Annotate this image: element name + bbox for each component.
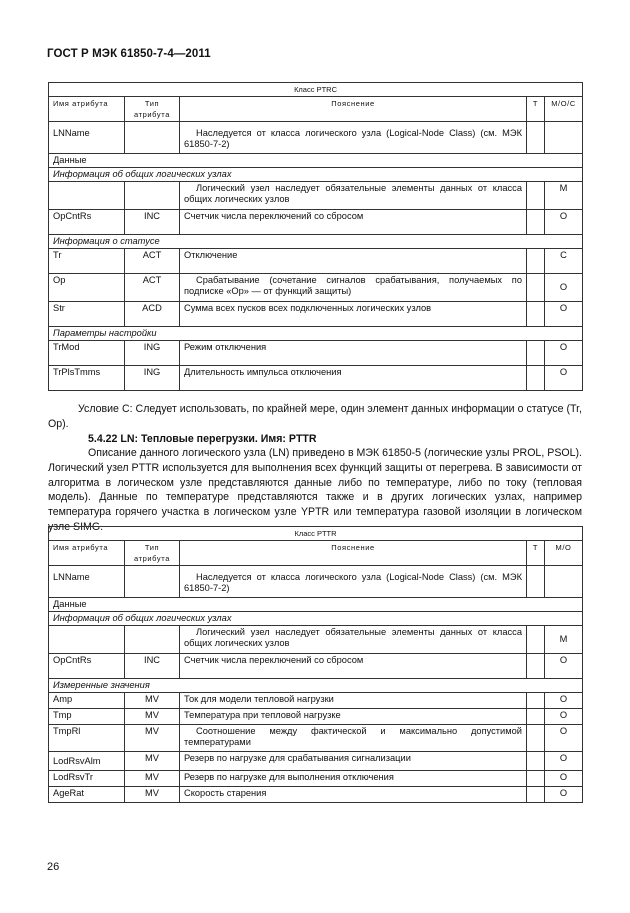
attr-desc bbox=[180, 725, 527, 752]
attr-type: ACD bbox=[125, 302, 180, 327]
attr-name: Amp bbox=[49, 693, 125, 709]
table-row bbox=[49, 626, 583, 654]
attr-type: MV bbox=[125, 787, 180, 803]
attr-name bbox=[49, 182, 125, 210]
table-row bbox=[49, 693, 583, 709]
table-row bbox=[49, 725, 583, 752]
attr-t bbox=[527, 771, 545, 787]
table-row bbox=[49, 274, 583, 302]
attr-name: TmpRl bbox=[49, 725, 125, 752]
attr-type bbox=[125, 626, 180, 654]
col-header-explanation: Пояснение bbox=[180, 97, 527, 122]
attr-type: ACT bbox=[125, 249, 180, 274]
attr-desc-text: Наследуется от класса логического узла (Logical-Node Class) (см. МЭК 61850-7-2) bbox=[184, 572, 522, 593]
table-row bbox=[49, 210, 583, 235]
section-title: Параметры настройки bbox=[49, 327, 583, 341]
attr-name: Op bbox=[49, 274, 125, 302]
attr-mo bbox=[545, 122, 583, 154]
attr-desc bbox=[180, 182, 527, 210]
section-row bbox=[49, 154, 583, 168]
table-header-row bbox=[49, 541, 583, 566]
attr-mo: О bbox=[545, 771, 583, 787]
attr-mo: О bbox=[545, 752, 583, 771]
attr-mo: О bbox=[545, 787, 583, 803]
attr-mo: О bbox=[545, 210, 583, 235]
table-row bbox=[49, 566, 583, 598]
attr-desc bbox=[180, 693, 527, 709]
attr-desc bbox=[180, 626, 527, 654]
attr-mo: М bbox=[545, 626, 583, 654]
attr-name: TrPlsTmms bbox=[49, 366, 125, 391]
attr-type: INC bbox=[125, 210, 180, 235]
table-header-row bbox=[49, 97, 583, 122]
section-title: Данные bbox=[49, 598, 583, 612]
attr-t bbox=[527, 709, 545, 725]
attr-desc-text: Длительность импульса отключения bbox=[184, 367, 342, 377]
table-row bbox=[49, 249, 583, 274]
table-row bbox=[49, 341, 583, 366]
section-row bbox=[49, 235, 583, 249]
attr-type: MV bbox=[125, 752, 180, 771]
attr-desc bbox=[180, 341, 527, 366]
attr-mo: О bbox=[545, 302, 583, 327]
attr-desc bbox=[180, 210, 527, 235]
attr-t bbox=[527, 566, 545, 598]
table-row bbox=[49, 366, 583, 391]
attr-desc bbox=[180, 274, 527, 302]
attr-mo: О bbox=[545, 341, 583, 366]
attr-t bbox=[527, 182, 545, 210]
attr-mo: О bbox=[545, 709, 583, 725]
attr-t bbox=[527, 725, 545, 752]
section-title: Информация об общих логических узлах bbox=[49, 168, 583, 182]
attr-desc-text: Наследуется от класса логического узла (Logical-Node Class) (см. МЭК 61850-7-2) bbox=[184, 128, 522, 149]
attr-desc-text: Счетчик числа переключений со сбросом bbox=[184, 655, 364, 665]
table-caption-row bbox=[49, 83, 583, 97]
attr-type bbox=[125, 566, 180, 598]
table-caption-row bbox=[49, 527, 583, 541]
col-header-mo: M/O/C bbox=[545, 97, 583, 122]
attr-t bbox=[527, 122, 545, 154]
attr-name: LNName bbox=[49, 122, 125, 154]
attr-desc-text: Срабатывание (сочетание сигналов срабатывания, получаемых по подписке «Op» — от функций защиты) bbox=[184, 275, 522, 296]
section-title: Данные bbox=[49, 154, 583, 168]
attr-desc bbox=[180, 771, 527, 787]
ptrc-class-table bbox=[48, 82, 583, 391]
table-caption: Класс PTTR bbox=[49, 527, 583, 541]
attr-mo bbox=[545, 566, 583, 598]
attr-t bbox=[527, 654, 545, 679]
attr-desc-text: Ток для модели тепловой нагрузки bbox=[184, 694, 334, 704]
attr-name: OpCntRs bbox=[49, 654, 125, 679]
table-row bbox=[49, 122, 583, 154]
attr-t bbox=[527, 341, 545, 366]
attr-type bbox=[125, 122, 180, 154]
attr-type: MV bbox=[125, 693, 180, 709]
attr-t bbox=[527, 752, 545, 771]
section-title: Информация о статусе bbox=[49, 235, 583, 249]
attr-type bbox=[125, 182, 180, 210]
attr-t bbox=[527, 787, 545, 803]
condition-note: Условие С: Следует использовать, по крайней мере, один элемент данных информации о статусе (Tr, Op). bbox=[48, 403, 582, 430]
attr-name: LodRsvTr bbox=[49, 771, 125, 787]
col-header-t: Т bbox=[527, 97, 545, 122]
document-id: ГОСТ Р МЭК 61850-7-4—2011 bbox=[47, 48, 211, 60]
attr-type: ING bbox=[125, 341, 180, 366]
attr-desc bbox=[180, 654, 527, 679]
attr-t bbox=[527, 274, 545, 302]
section-row bbox=[49, 679, 583, 693]
section-body: Описание данного логического узла (LN) приведено в МЭК 61850-5 (логические узлы PROL, PSOL). Логический узел PTTR используется для выполнения всех функций защиты от перегрева. В зависимости от алгоритма в логическом узле представляются данные либо по температуре, либо по току (тепловая модель). Данные по температуре представляются также и в других логических узлах, например температура горячего участка в логическом узле YPTR или температура газовой изоляции в логическом узле SIMG. bbox=[48, 447, 582, 533]
table-row bbox=[49, 771, 583, 787]
attr-type: ING bbox=[125, 366, 180, 391]
attr-t bbox=[527, 626, 545, 654]
attr-desc-text: Температура при тепловой нагрузке bbox=[184, 710, 341, 720]
attr-desc-text: Счетчик числа переключений со сбросом bbox=[184, 211, 364, 221]
attr-name: LNName bbox=[49, 566, 125, 598]
attr-desc bbox=[180, 366, 527, 391]
table-row bbox=[49, 787, 583, 803]
table-row bbox=[49, 709, 583, 725]
attr-desc-text: Резерв по нагрузке для выполнения отключения bbox=[184, 772, 394, 782]
attr-t bbox=[527, 302, 545, 327]
table-row bbox=[49, 654, 583, 679]
attr-desc-text: Логический узел наследует обязательные элементы данных от класса общих логических узлов bbox=[184, 627, 522, 648]
col-header-type: Тип атрибута bbox=[125, 97, 180, 122]
section-heading: 5.4.22 LN: Тепловые перегрузки. Имя: PTTR bbox=[88, 433, 317, 445]
attr-desc bbox=[180, 302, 527, 327]
section-row bbox=[49, 598, 583, 612]
attr-desc-text: Логический узел наследует обязательные элементы данных от класса общих логических узлов bbox=[184, 183, 522, 204]
attr-mo: О bbox=[545, 274, 583, 302]
attr-desc-text: Режим отключения bbox=[184, 342, 267, 352]
col-header-name: Имя атрибута bbox=[49, 97, 125, 122]
attr-t bbox=[527, 693, 545, 709]
attr-name: Tmp bbox=[49, 709, 125, 725]
attr-desc bbox=[180, 566, 527, 598]
attr-desc bbox=[180, 122, 527, 154]
attr-desc-text: Скорость старения bbox=[184, 788, 267, 798]
attr-type: MV bbox=[125, 709, 180, 725]
attr-mo: О bbox=[545, 725, 583, 752]
attr-desc bbox=[180, 709, 527, 725]
col-header-t: Т bbox=[527, 541, 545, 566]
attr-type: INC bbox=[125, 654, 180, 679]
table-row bbox=[49, 752, 583, 771]
attr-desc bbox=[180, 787, 527, 803]
table-caption: Класс PTRC bbox=[49, 83, 583, 97]
attr-t bbox=[527, 249, 545, 274]
attr-desc-text: Соотношение между фактической и максимально допустимой температурами bbox=[184, 726, 522, 747]
attr-mo: О bbox=[545, 654, 583, 679]
attr-desc bbox=[180, 249, 527, 274]
attr-name: OpCntRs bbox=[49, 210, 125, 235]
attr-desc-text: Отключение bbox=[184, 250, 238, 260]
attr-name: Tr bbox=[49, 249, 125, 274]
pttr-class-table bbox=[48, 526, 583, 803]
table-row bbox=[49, 182, 583, 210]
section-row bbox=[49, 327, 583, 341]
col-header-explanation: Пояснение bbox=[180, 541, 527, 566]
table-row bbox=[49, 302, 583, 327]
attr-mo: М bbox=[545, 182, 583, 210]
section-title: Информация об общих логических узлах bbox=[49, 612, 583, 626]
attr-desc-text: Резерв по нагрузке для срабатывания сигнализации bbox=[184, 753, 411, 763]
attr-name: TrMod bbox=[49, 341, 125, 366]
attr-type: MV bbox=[125, 771, 180, 787]
col-header-type: Тип атрибута bbox=[125, 541, 180, 566]
attr-mo: С bbox=[545, 249, 583, 274]
col-header-name: Имя атрибута bbox=[49, 541, 125, 566]
section-row bbox=[49, 612, 583, 626]
col-header-mo: М/О bbox=[545, 541, 583, 566]
attr-name bbox=[49, 626, 125, 654]
section-row bbox=[49, 168, 583, 182]
page-number: 26 bbox=[47, 861, 60, 873]
attr-mo: О bbox=[545, 693, 583, 709]
attr-type: ACT bbox=[125, 274, 180, 302]
attr-name: Str bbox=[49, 302, 125, 327]
attr-t bbox=[527, 210, 545, 235]
attr-type: MV bbox=[125, 725, 180, 752]
section-title: Измеренные значения bbox=[49, 679, 583, 693]
attr-name: LodRsvAlm bbox=[49, 752, 125, 771]
attr-t bbox=[527, 366, 545, 391]
attr-desc bbox=[180, 752, 527, 771]
attr-name: AgeRat bbox=[49, 787, 125, 803]
attr-mo: О bbox=[545, 366, 583, 391]
attr-desc-text: Сумма всех пусков всех подключенных логических узлов bbox=[184, 303, 432, 313]
